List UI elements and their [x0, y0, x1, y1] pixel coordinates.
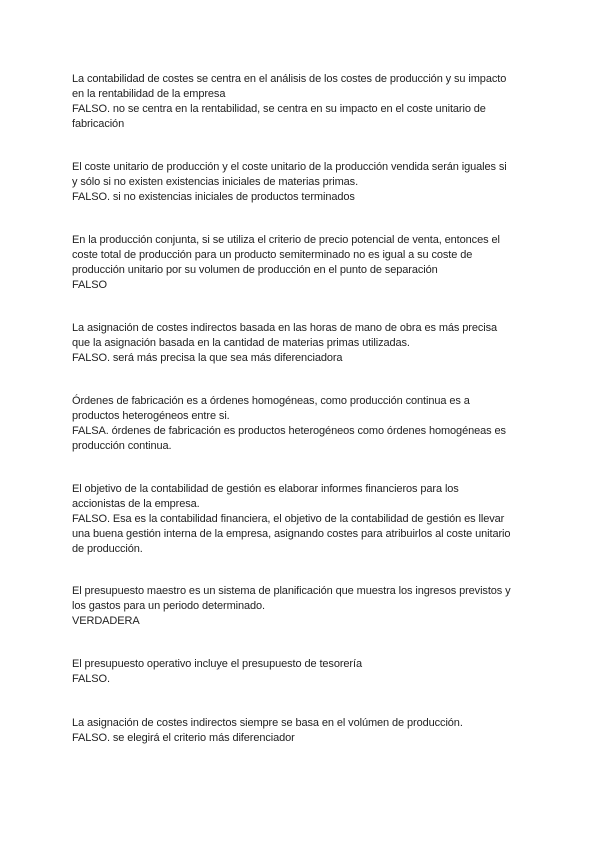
statement-answer: VERDADERA [72, 615, 140, 627]
statement-block-9 [72, 716, 532, 746]
statement-block-4 [72, 321, 532, 366]
statement-block-6 [72, 482, 532, 557]
statement-answer: FALSO [72, 279, 107, 291]
statement-question: Órdenes de fabricación es a órdenes homogéneas, como producción continua es a productos heterogéneos entre si. [72, 395, 470, 422]
statement-question: La asignación de costes indirectos basada en las horas de mano de obra es más precisa que la asignación basada en la cantidad de materias primas utilizadas. [72, 322, 498, 349]
statement-question: El coste unitario de producción y el coste unitario de la producción vendida serán iguales si y sólo si no existen existencias iniciales de materias primas. [72, 161, 507, 188]
statement-question: El objetivo de la contabilidad de gestión es elaborar informes financieros para los accionistas de la empresa. [72, 483, 459, 510]
statement-question: La contabilidad de costes se centra en el análisis de los costes de producción y su impacto en la rentabilidad de la empresa [72, 73, 507, 100]
statement-answer: FALSO. Esa es la contabilidad financiera, el objetivo de la contabilidad de gestión es llevar una buena gestión interna de la empresa, asignando costes para atribuirlos al coste unitario de producción. [72, 513, 511, 555]
statement-block-5 [72, 394, 532, 454]
statement-question: El presupuesto maestro es un sistema de planificación que muestra los ingresos previstos y los gastos para un periodo determinado. [72, 585, 511, 612]
statement-block-1 [72, 72, 532, 132]
statement-answer: FALSA. órdenes de fabricación es productos heterogéneos como órdenes homogéneas es producción continua. [72, 425, 506, 452]
statement-block-7 [72, 584, 532, 629]
statement-answer: FALSO. si no existencias iniciales de productos terminados [72, 191, 355, 203]
statement-answer: FALSO. no se centra en la rentabilidad, se centra en su impacto en el coste unitario de fabricación [72, 103, 486, 130]
statement-block-8 [72, 657, 532, 687]
statement-answer: FALSO. se elegirá el criterio más diferenciador [72, 732, 295, 744]
statement-answer: FALSO. será más precisa la que sea más diferenciadora [72, 352, 343, 364]
statement-question: El presupuesto operativo incluye el presupuesto de tesorería [72, 658, 362, 670]
statement-block-2 [72, 160, 532, 205]
statement-question: La asignación de costes indirectos siempre se basa en el volúmen de producción. [72, 717, 463, 729]
statement-question: En la producción conjunta, si se utiliza el criterio de precio potencial de venta, entonces el coste total de producción para un producto semiterminado no es igual a su coste de producción unitario por su volumen de producción en el punto de separación [72, 234, 500, 276]
statement-answer: FALSO. [72, 673, 110, 685]
statement-block-3 [72, 233, 532, 293]
